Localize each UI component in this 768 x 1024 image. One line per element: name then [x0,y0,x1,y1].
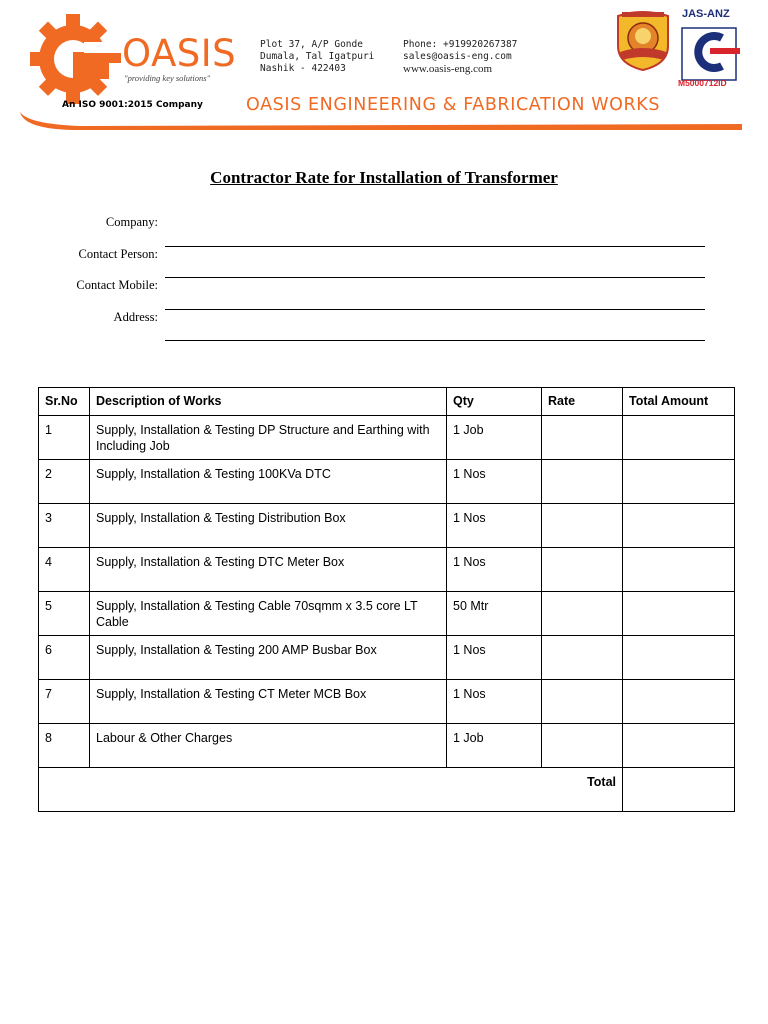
cert-title: JAS-ANZ [682,8,730,20]
sr-no-cell: 3 [39,504,90,548]
description-cell: Supply, Installation & Testing Cable 70sqmm x 3.5 core LT Cable [90,592,447,636]
header-qty: Qty [447,388,542,416]
header-sr-no: Sr.No [39,388,90,416]
amount-cell[interactable] [623,548,735,592]
qty-cell: 1 Nos [447,504,542,548]
iso-certification-text: An ISO 9001:2015 Company [62,100,203,110]
rate-cell[interactable] [542,680,623,724]
document-title-text: Contractor Rate for Installation of Transformer [210,168,558,187]
amount-cell[interactable] [623,416,735,460]
company-field-line[interactable] [165,246,705,247]
company-name-banner: OASIS ENGINEERING & FABRICATION WORKS [246,95,661,115]
rate-cell[interactable] [542,724,623,768]
rate-cell[interactable] [542,504,623,548]
email-link[interactable]: sales@oasis-eng.com [403,51,512,62]
amount-cell[interactable] [623,724,735,768]
qty-cell: 1 Job [447,724,542,768]
description-cell: Supply, Installation & Testing 200 AMP Busbar Box [90,636,447,680]
total-amount-cell[interactable] [623,768,735,812]
qty-cell: 1 Nos [447,548,542,592]
description-cell: Supply, Installation & Testing DTC Meter Box [90,548,447,592]
company-label: Company: [105,215,158,229]
address-line: Plot 37, A/P Gonde [260,39,363,50]
table-header-row [39,388,735,416]
description-cell: Supply, Installation & Testing 100KVa DTC [90,460,447,504]
description-cell: Supply, Installation & Testing DP Structure and Earthing with Including Job [90,416,447,460]
certification-seal-icon [612,8,674,72]
sr-no-cell: 4 [39,548,90,592]
contact-mobile-label: Contact Mobile: [76,278,158,292]
header-rate: Rate [542,388,623,416]
header-swoosh-divider [20,108,742,134]
address-line: Dumala, Tal Igatpuri [260,51,375,62]
logo-tagline: "providing key solutions" [124,73,211,83]
table-row [39,636,735,680]
address-line: Nashik - 422403 [260,63,346,74]
contact-mobile-field-line[interactable] [165,309,705,310]
rate-cell[interactable] [542,416,623,460]
total-label: Total [39,768,623,812]
qty-cell: 1 Nos [447,460,542,504]
description-cell: Supply, Installation & Testing Distribution Box [90,504,447,548]
total-row [39,768,735,812]
sr-no-cell: 1 [39,416,90,460]
header-description: Description of Works [90,388,447,416]
qty-cell: 1 Nos [447,636,542,680]
rate-cell[interactable] [542,548,623,592]
rate-cell[interactable] [542,592,623,636]
logo-wordmark: OASIS [122,32,237,75]
rate-cell[interactable] [542,636,623,680]
amount-cell[interactable] [623,636,735,680]
company-contact [403,39,517,75]
amount-cell[interactable] [623,680,735,724]
table-row [39,416,735,460]
qty-cell: 1 Job [447,416,542,460]
qty-cell: 50 Mtr [447,592,542,636]
amount-cell[interactable] [623,592,735,636]
amount-cell[interactable] [623,504,735,548]
table-row [39,592,735,636]
table-row [39,680,735,724]
document-title [0,168,768,188]
description-cell: Labour & Other Charges [90,724,447,768]
cert-code: M5000712ID [678,78,727,88]
table-row [39,460,735,504]
phone-text: Phone: +919920267387 [403,39,518,50]
works-rate-table [38,387,735,812]
contact-person-field-line[interactable] [165,277,705,278]
description-cell: Supply, Installation & Testing CT Meter MCB Box [90,680,447,724]
table-row [39,504,735,548]
sr-no-cell: 8 [39,724,90,768]
website-link[interactable]: www.oasis-eng.com [403,63,493,75]
sr-no-cell: 7 [39,680,90,724]
company-address [260,39,374,75]
qty-cell: 1 Nos [447,680,542,724]
address-field-line[interactable] [165,340,705,341]
header-total-amount: Total Amount [623,388,735,416]
table-row [39,724,735,768]
amount-cell[interactable] [623,460,735,504]
sr-no-cell: 5 [39,592,90,636]
table-row [39,548,735,592]
sr-no-cell: 6 [39,636,90,680]
sr-no-cell: 2 [39,460,90,504]
address-label: Address: [113,310,158,324]
contact-person-label: Contact Person: [78,247,158,261]
rate-cell[interactable] [542,460,623,504]
